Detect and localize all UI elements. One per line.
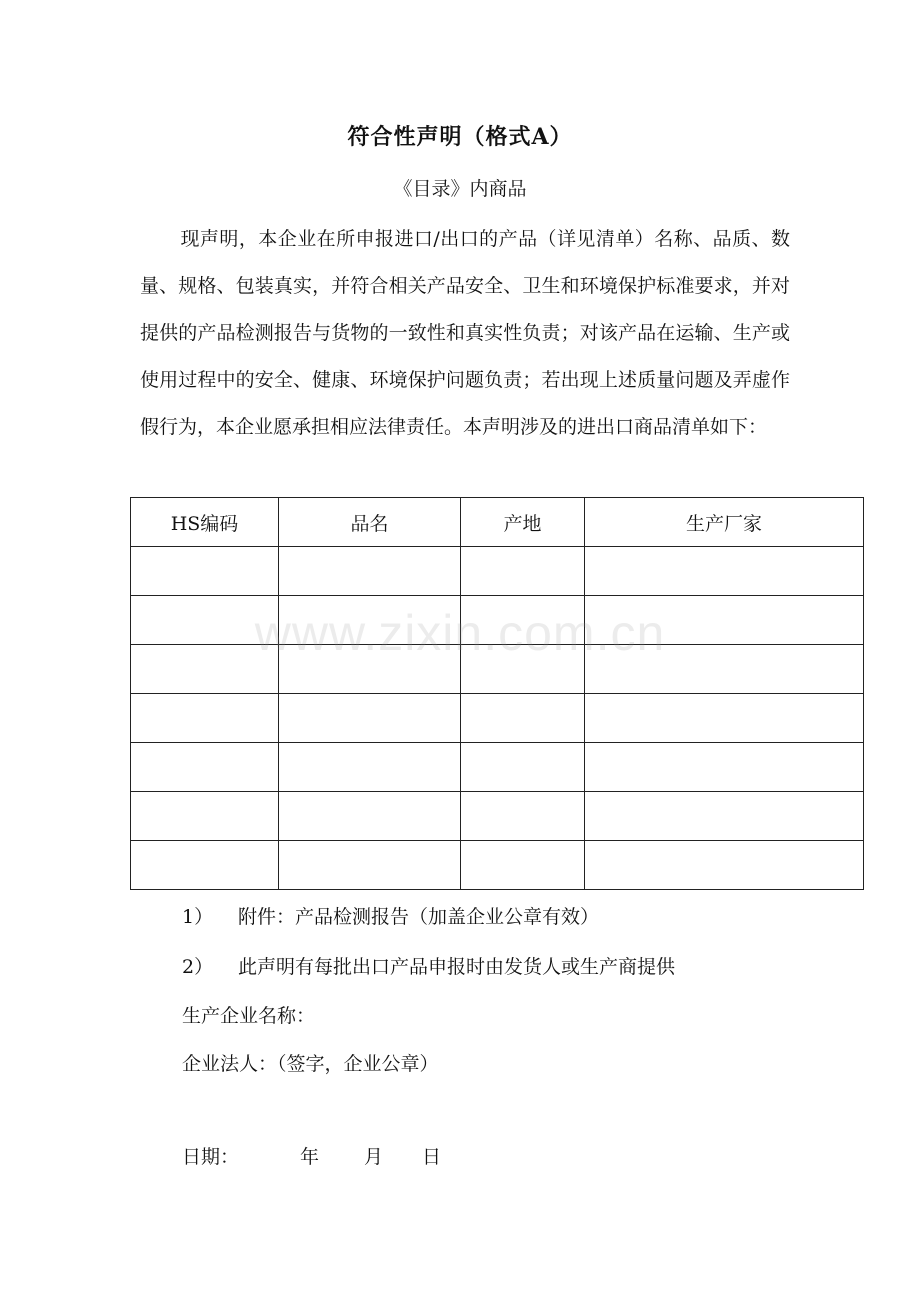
goods-list-table (130, 497, 864, 890)
table-row (131, 792, 864, 841)
note-text: 附件：产品检测报告（加盖企业公章有效） (238, 906, 600, 928)
cell-origin[interactable] (461, 792, 585, 841)
cell-manufacturer[interactable] (585, 596, 864, 645)
table-header-row (131, 498, 864, 547)
cell-hs-code[interactable] (131, 596, 279, 645)
cell-hs-code[interactable] (131, 547, 279, 596)
cell-manufacturer[interactable] (585, 645, 864, 694)
company-name-field: 生产企业名称： (182, 1005, 316, 1027)
date-label: 日期： (182, 1146, 240, 1168)
watermark-text: www.zixin.com.cn (254, 605, 666, 661)
year-label: 年 (300, 1146, 320, 1168)
cell-hs-code[interactable] (131, 841, 279, 890)
cell-product-name[interactable] (279, 792, 461, 841)
header-manufacturer: 生产厂家 (585, 498, 864, 547)
cell-product-name[interactable] (279, 547, 461, 596)
cell-manufacturer[interactable] (585, 841, 864, 890)
note-number: 2） (182, 956, 214, 978)
document-subtitle: 《目录》内商品 (393, 178, 527, 200)
cell-origin[interactable] (461, 694, 585, 743)
cell-hs-code[interactable] (131, 743, 279, 792)
cell-origin[interactable] (461, 547, 585, 596)
cell-manufacturer[interactable] (585, 792, 864, 841)
cell-origin[interactable] (461, 596, 585, 645)
cell-origin[interactable] (461, 841, 585, 890)
cell-hs-code[interactable] (131, 792, 279, 841)
cell-product-name[interactable] (279, 841, 461, 890)
header-hs-code: HS编码 (131, 498, 279, 547)
table-row (131, 841, 864, 890)
cell-manufacturer[interactable] (585, 694, 864, 743)
cell-hs-code[interactable] (131, 694, 279, 743)
note-number: 1） (182, 906, 214, 928)
date-field (182, 1142, 441, 1169)
table-row (131, 694, 864, 743)
cell-manufacturer[interactable] (585, 547, 864, 596)
note-attachment (182, 902, 599, 929)
table-row (131, 596, 864, 645)
cell-manufacturer[interactable] (585, 743, 864, 792)
declaration-text: 现声明，本企业在所申报进口/出口的产品（详见清单）名称、品质、数量、规格、包装真实，并符合相关产品安全、卫生和环境保护标准要求，并对提供的产品检测报告与货物的一致性和真实性负责；对该产品在运输、生产或使用过程中的安全、健康、环境保护问题负责；若出现上述质量问题及弄虚作假行为，本企业愿承担相应法律责任。本声明涉及的进出口商品清单如下： (140, 228, 790, 438)
cell-product-name[interactable] (279, 596, 461, 645)
document-title: 符合性声明（格式A） (347, 124, 573, 150)
header-product-name: 品名 (279, 498, 461, 547)
note-text: 此声明有每批出口产品申报时由发货人或生产商提供 (238, 956, 676, 978)
cell-hs-code[interactable] (131, 645, 279, 694)
month-label: 月 (364, 1146, 384, 1168)
day-label: 日 (422, 1146, 442, 1168)
note-provision (182, 952, 675, 979)
header-origin: 产地 (461, 498, 585, 547)
table-row (131, 743, 864, 792)
table-row (131, 547, 864, 596)
declaration-paragraph (140, 216, 790, 451)
table-row (131, 645, 864, 694)
cell-origin[interactable] (461, 645, 585, 694)
cell-product-name[interactable] (279, 743, 461, 792)
cell-origin[interactable] (461, 743, 585, 792)
legal-person-field: 企业法人：（签字，企业公章） (182, 1053, 439, 1075)
cell-product-name[interactable] (279, 694, 461, 743)
cell-product-name[interactable] (279, 645, 461, 694)
